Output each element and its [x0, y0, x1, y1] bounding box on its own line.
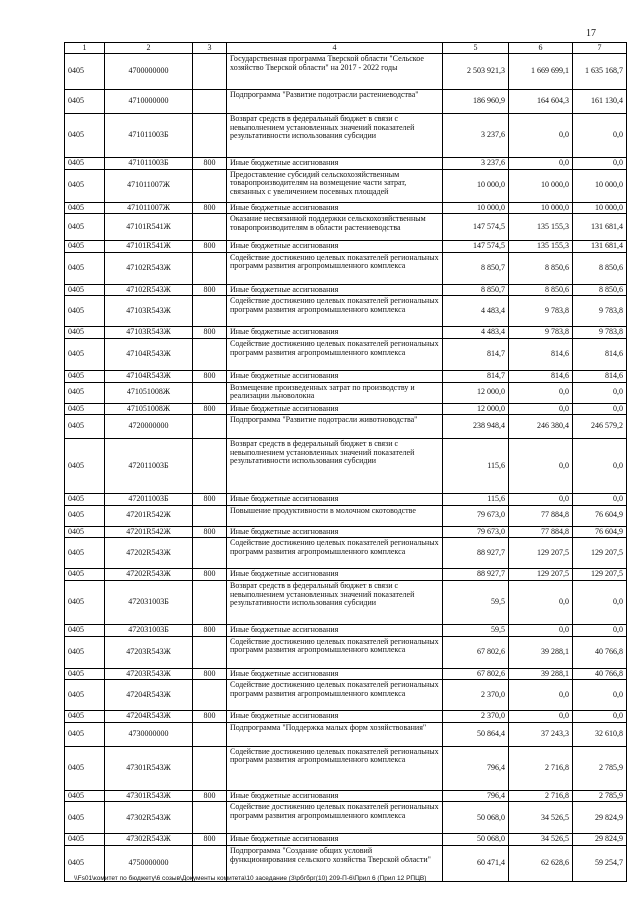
- amount-year-1: 60 471,4: [443, 845, 509, 881]
- expense-type-code: 800: [193, 834, 227, 846]
- amount-year-2: 77 884,8: [509, 526, 573, 538]
- amount-year-3: 131 681,4: [573, 214, 627, 241]
- expense-type-code: 800: [193, 241, 227, 253]
- amount-year-2: 62 628,6: [509, 845, 573, 881]
- table-row: [65, 802, 627, 834]
- item-name: Повышение продуктивности в молочном скотоводстве: [227, 505, 443, 526]
- table-row: [65, 403, 627, 415]
- item-name: Возврат средств в федеральный бюджет в связи с невыполнением установленных значений показателей результативности использования субсидии: [227, 439, 443, 494]
- item-name: Иные бюджетные ассигнования: [227, 494, 443, 506]
- target-article-code: 47201R542Ж: [105, 526, 193, 538]
- col-header-6: 6: [509, 43, 573, 54]
- item-name: Иные бюджетные ассигнования: [227, 569, 443, 581]
- section-code: 0405: [65, 624, 105, 636]
- amount-year-2: 0,0: [509, 158, 573, 170]
- table-row: [65, 494, 627, 506]
- item-name: Иные бюджетные ассигнования: [227, 668, 443, 680]
- amount-year-2: 0,0: [509, 711, 573, 723]
- amount-year-3: 2 785,9: [573, 790, 627, 802]
- section-code: 0405: [65, 746, 105, 790]
- table-row: [65, 158, 627, 170]
- amount-year-2: 164 604,3: [509, 90, 573, 114]
- target-article-code: 4720000000: [105, 415, 193, 439]
- amount-year-3: 40 766,8: [573, 636, 627, 668]
- target-article-code: 47301R543Ж: [105, 746, 193, 790]
- expense-type-code: 800: [193, 327, 227, 339]
- expense-type-code: [193, 90, 227, 114]
- item-name: Иные бюджетные ассигнования: [227, 711, 443, 723]
- target-article-code: 471051008Ж: [105, 382, 193, 403]
- amount-year-1: 50 068,0: [443, 834, 509, 846]
- item-name: Иные бюджетные ассигнования: [227, 526, 443, 538]
- amount-year-2: 34 526,5: [509, 802, 573, 834]
- table-row: [65, 382, 627, 403]
- amount-year-2: 0,0: [509, 624, 573, 636]
- amount-year-3: 10 000,0: [573, 202, 627, 214]
- expense-type-code: 800: [193, 202, 227, 214]
- table-row: [65, 538, 627, 569]
- amount-year-1: 12 000,0: [443, 382, 509, 403]
- amount-year-2: 2 716,8: [509, 746, 573, 790]
- expense-type-code: 800: [193, 790, 227, 802]
- amount-year-3: 246 579,2: [573, 415, 627, 439]
- item-name: Иные бюджетные ассигнования: [227, 327, 443, 339]
- amount-year-2: 34 526,5: [509, 834, 573, 846]
- page-number: 17: [586, 28, 596, 39]
- amount-year-1: 88 927,7: [443, 538, 509, 569]
- amount-year-2: 77 884,8: [509, 505, 573, 526]
- section-code: 0405: [65, 90, 105, 114]
- target-article-code: 471051008Ж: [105, 403, 193, 415]
- amount-year-2: 0,0: [509, 494, 573, 506]
- target-article-code: 47103R543Ж: [105, 296, 193, 327]
- budget-table: [64, 42, 627, 882]
- item-name: Иные бюджетные ассигнования: [227, 790, 443, 802]
- amount-year-1: 79 673,0: [443, 526, 509, 538]
- col-header-3: 3: [193, 43, 227, 54]
- expense-type-code: [193, 382, 227, 403]
- amount-year-1: 10 000,0: [443, 169, 509, 202]
- item-name: Возмещение произведенных затрат по производству и реализации льноволокна: [227, 382, 443, 403]
- amount-year-3: 2 785,9: [573, 746, 627, 790]
- section-code: 0405: [65, 327, 105, 339]
- target-article-code: 47101R541Ж: [105, 214, 193, 241]
- amount-year-1: 59,5: [443, 580, 509, 624]
- table-row: [65, 327, 627, 339]
- amount-year-2: 9 783,8: [509, 327, 573, 339]
- section-code: 0405: [65, 202, 105, 214]
- expense-type-code: 800: [193, 569, 227, 581]
- amount-year-2: 39 288,1: [509, 668, 573, 680]
- amount-year-3: 0,0: [573, 439, 627, 494]
- section-code: 0405: [65, 403, 105, 415]
- amount-year-2: 0,0: [509, 580, 573, 624]
- amount-year-3: 814,6: [573, 338, 627, 370]
- col-header-5: 5: [443, 43, 509, 54]
- amount-year-2: 0,0: [509, 382, 573, 403]
- table-row: [65, 624, 627, 636]
- section-code: 0405: [65, 538, 105, 569]
- amount-year-2: 1 669 699,1: [509, 54, 573, 90]
- amount-year-2: 0,0: [509, 403, 573, 415]
- table-row: [65, 284, 627, 296]
- section-code: 0405: [65, 722, 105, 746]
- table-row: [65, 505, 627, 526]
- table-row: [65, 834, 627, 846]
- expense-type-code: [193, 338, 227, 370]
- expense-type-code: [193, 722, 227, 746]
- amount-year-1: 814,7: [443, 338, 509, 370]
- amount-year-1: 147 574,5: [443, 214, 509, 241]
- expense-type-code: 800: [193, 284, 227, 296]
- target-article-code: 472031003Б: [105, 624, 193, 636]
- table-row: [65, 90, 627, 114]
- amount-year-1: 12 000,0: [443, 403, 509, 415]
- section-code: 0405: [65, 382, 105, 403]
- table-body: [65, 54, 627, 882]
- section-code: 0405: [65, 834, 105, 846]
- table-row: [65, 415, 627, 439]
- section-code: 0405: [65, 370, 105, 382]
- amount-year-1: 186 960,9: [443, 90, 509, 114]
- section-code: 0405: [65, 214, 105, 241]
- target-article-code: 47104R543Ж: [105, 338, 193, 370]
- table-row: [65, 711, 627, 723]
- col-header-7: 7: [573, 43, 627, 54]
- target-article-code: 47202R543Ж: [105, 538, 193, 569]
- col-header-2: 2: [105, 43, 193, 54]
- amount-year-3: 8 850,6: [573, 252, 627, 284]
- item-name: Подпрограмма "Создание общих условий функционирования сельского хозяйства Тверской области": [227, 845, 443, 881]
- section-code: 0405: [65, 569, 105, 581]
- section-code: 0405: [65, 284, 105, 296]
- amount-year-1: 67 802,6: [443, 636, 509, 668]
- expense-type-code: 800: [193, 158, 227, 170]
- file-path-footer: \\Fs01\комитет по бюджету\6 созыв\Документы комитета\10 заседание (3\рбгбрг(10) 209-П-6\Прил 6 (Прил 12 РПЦВ): [74, 875, 427, 882]
- amount-year-2: 129 207,5: [509, 538, 573, 569]
- item-name: Содействие достижению целевых показателей региональных программ развития агропромышленного комплекса: [227, 296, 443, 327]
- amount-year-1: 2 370,0: [443, 680, 509, 711]
- item-name: Иные бюджетные ассигнования: [227, 834, 443, 846]
- amount-year-3: 8 850,6: [573, 284, 627, 296]
- expense-type-code: [193, 169, 227, 202]
- section-code: 0405: [65, 802, 105, 834]
- table-row: [65, 169, 627, 202]
- table-row: [65, 580, 627, 624]
- target-article-code: 471011003Б: [105, 114, 193, 158]
- expense-type-code: [193, 252, 227, 284]
- target-article-code: 47301R543Ж: [105, 790, 193, 802]
- expense-type-code: 800: [193, 370, 227, 382]
- amount-year-1: 814,7: [443, 370, 509, 382]
- table-row: [65, 668, 627, 680]
- target-article-code: 4700000000: [105, 54, 193, 90]
- amount-year-2: 9 783,8: [509, 296, 573, 327]
- expense-type-code: [193, 538, 227, 569]
- amount-year-3: 0,0: [573, 114, 627, 158]
- amount-year-2: 8 850,6: [509, 252, 573, 284]
- section-code: 0405: [65, 338, 105, 370]
- amount-year-1: 4 483,4: [443, 327, 509, 339]
- amount-year-1: 796,4: [443, 790, 509, 802]
- section-code: 0405: [65, 526, 105, 538]
- target-article-code: 471011003Б: [105, 158, 193, 170]
- item-name: Иные бюджетные ассигнования: [227, 241, 443, 253]
- table-row: [65, 790, 627, 802]
- item-name: Иные бюджетные ассигнования: [227, 284, 443, 296]
- item-name: Подпрограмма "Поддержка малых форм хозяйствования": [227, 722, 443, 746]
- target-article-code: 471011007Ж: [105, 202, 193, 214]
- amount-year-2: 135 155,3: [509, 241, 573, 253]
- target-article-code: 47104R543Ж: [105, 370, 193, 382]
- target-article-code: 47302R543Ж: [105, 834, 193, 846]
- amount-year-1: 4 483,4: [443, 296, 509, 327]
- section-code: 0405: [65, 680, 105, 711]
- amount-year-2: 814,6: [509, 338, 573, 370]
- item-name: Возврат средств в федеральный бюджет в связи с невыполнением установленных значений показателей результативности использования субсидии: [227, 114, 443, 158]
- expense-type-code: [193, 636, 227, 668]
- item-name: Содействие достижению целевых показателей региональных программ развития агропромышленного комплекса: [227, 636, 443, 668]
- amount-year-3: 0,0: [573, 158, 627, 170]
- amount-year-3: 0,0: [573, 580, 627, 624]
- amount-year-1: 59,5: [443, 624, 509, 636]
- section-code: 0405: [65, 114, 105, 158]
- section-code: 0405: [65, 790, 105, 802]
- table-row: [65, 338, 627, 370]
- amount-year-3: 814,6: [573, 370, 627, 382]
- amount-year-2: 10 000,0: [509, 169, 573, 202]
- amount-year-1: 115,6: [443, 439, 509, 494]
- table-row: [65, 370, 627, 382]
- amount-year-1: 3 237,6: [443, 114, 509, 158]
- item-name: Иные бюджетные ассигнования: [227, 403, 443, 415]
- expense-type-code: [193, 580, 227, 624]
- amount-year-1: 796,4: [443, 746, 509, 790]
- amount-year-3: 0,0: [573, 624, 627, 636]
- amount-year-3: 59 254,7: [573, 845, 627, 881]
- section-code: 0405: [65, 54, 105, 90]
- table-row: [65, 439, 627, 494]
- table-row: [65, 722, 627, 746]
- item-name: Иные бюджетные ассигнования: [227, 158, 443, 170]
- section-code: 0405: [65, 668, 105, 680]
- amount-year-3: 161 130,4: [573, 90, 627, 114]
- expense-type-code: 800: [193, 668, 227, 680]
- expense-type-code: [193, 746, 227, 790]
- item-name: Содействие достижению целевых показателей региональных программ развития агропромышленного комплекса: [227, 252, 443, 284]
- amount-year-3: 0,0: [573, 382, 627, 403]
- table-row: [65, 526, 627, 538]
- table-row: [65, 54, 627, 90]
- amount-year-2: 0,0: [509, 439, 573, 494]
- amount-year-2: 10 000,0: [509, 202, 573, 214]
- item-name: Содействие достижению целевых показателей региональных программ развития агропромышленного комплекса: [227, 802, 443, 834]
- section-code: 0405: [65, 415, 105, 439]
- section-code: 0405: [65, 158, 105, 170]
- col-header-1: 1: [65, 43, 105, 54]
- amount-year-3: 29 824,9: [573, 834, 627, 846]
- amount-year-3: 0,0: [573, 494, 627, 506]
- expense-type-code: 800: [193, 494, 227, 506]
- amount-year-1: 50 864,4: [443, 722, 509, 746]
- expense-type-code: [193, 54, 227, 90]
- amount-year-2: 0,0: [509, 114, 573, 158]
- amount-year-1: 8 850,7: [443, 284, 509, 296]
- target-article-code: 4730000000: [105, 722, 193, 746]
- item-name: Предоставление субсидий сельскохозяйственным товаропроизводителям на возмещение части затрат, связанных с увеличением посевных площадей: [227, 169, 443, 202]
- amount-year-2: 39 288,1: [509, 636, 573, 668]
- item-name: Содействие достижению целевых показателей региональных программ развития агропромышленного комплекса: [227, 680, 443, 711]
- amount-year-3: 0,0: [573, 680, 627, 711]
- target-article-code: 4750000000: [105, 845, 193, 881]
- table-row: [65, 746, 627, 790]
- amount-year-1: 50 068,0: [443, 802, 509, 834]
- expense-type-code: 800: [193, 403, 227, 415]
- expense-type-code: [193, 505, 227, 526]
- amount-year-1: 147 574,5: [443, 241, 509, 253]
- target-article-code: 47101R541Ж: [105, 241, 193, 253]
- amount-year-1: 115,6: [443, 494, 509, 506]
- amount-year-1: 10 000,0: [443, 202, 509, 214]
- amount-year-2: 135 155,3: [509, 214, 573, 241]
- amount-year-2: 8 850,6: [509, 284, 573, 296]
- amount-year-2: 129 207,5: [509, 569, 573, 581]
- expense-type-code: 800: [193, 526, 227, 538]
- amount-year-3: 32 610,8: [573, 722, 627, 746]
- section-code: 0405: [65, 494, 105, 506]
- item-name: Содействие достижению целевых показателей региональных программ развития агропромышленного комплекса: [227, 538, 443, 569]
- item-name: Содействие достижению целевых показателей региональных программ развития агропромышленного комплекса: [227, 338, 443, 370]
- amount-year-3: 76 604,9: [573, 526, 627, 538]
- table-row: [65, 296, 627, 327]
- item-name: Оказание несвязанной поддержки сельскохозяйственным товаропроизводителям в области растениеводства: [227, 214, 443, 241]
- amount-year-1: 88 927,7: [443, 569, 509, 581]
- target-article-code: 472011003Б: [105, 494, 193, 506]
- target-article-code: 47103R543Ж: [105, 327, 193, 339]
- amount-year-3: 40 766,8: [573, 668, 627, 680]
- target-article-code: 47201R542Ж: [105, 505, 193, 526]
- expense-type-code: [193, 802, 227, 834]
- target-article-code: 472011003Б: [105, 439, 193, 494]
- target-article-code: 471011007Ж: [105, 169, 193, 202]
- table-row: [65, 214, 627, 241]
- item-name: Возврат средств в федеральный бюджет в связи с невыполнением установленных значений показателей результативности использования субсидии: [227, 580, 443, 624]
- item-name: Содействие достижению целевых показателей региональных программ развития агропромышленного комплекса: [227, 746, 443, 790]
- target-article-code: 47102R543Ж: [105, 284, 193, 296]
- amount-year-3: 0,0: [573, 711, 627, 723]
- amount-year-3: 29 824,9: [573, 802, 627, 834]
- item-name: Государственная программа Тверской области "Сельское хозяйство Тверской области" на 2017 - 2022 годы: [227, 54, 443, 90]
- expense-type-code: [193, 439, 227, 494]
- amount-year-2: 37 243,3: [509, 722, 573, 746]
- amount-year-3: 9 783,8: [573, 296, 627, 327]
- section-code: 0405: [65, 241, 105, 253]
- amount-year-1: 2 503 921,3: [443, 54, 509, 90]
- amount-year-1: 79 673,0: [443, 505, 509, 526]
- col-header-4: 4: [227, 43, 443, 54]
- amount-year-3: 9 783,8: [573, 327, 627, 339]
- section-code: 0405: [65, 505, 105, 526]
- target-article-code: 47203R543Ж: [105, 668, 193, 680]
- target-article-code: 47302R543Ж: [105, 802, 193, 834]
- target-article-code: 4710000000: [105, 90, 193, 114]
- expense-type-code: [193, 114, 227, 158]
- section-code: 0405: [65, 439, 105, 494]
- amount-year-2: 0,0: [509, 680, 573, 711]
- expense-type-code: [193, 296, 227, 327]
- amount-year-3: 76 604,9: [573, 505, 627, 526]
- item-name: Иные бюджетные ассигнования: [227, 370, 443, 382]
- expense-type-code: 800: [193, 624, 227, 636]
- item-name: Подпрограмма "Развитие подотрасли растениеводства": [227, 90, 443, 114]
- amount-year-2: 814,6: [509, 370, 573, 382]
- section-code: 0405: [65, 845, 105, 881]
- item-name: Подпрограмма "Развитие подотрасли животноводства": [227, 415, 443, 439]
- section-code: 0405: [65, 636, 105, 668]
- header-row: [65, 43, 627, 54]
- amount-year-1: 67 802,6: [443, 668, 509, 680]
- table-row: [65, 114, 627, 158]
- amount-year-1: 238 948,4: [443, 415, 509, 439]
- target-article-code: 47204R543Ж: [105, 711, 193, 723]
- target-article-code: 47204R543Ж: [105, 680, 193, 711]
- amount-year-3: 0,0: [573, 403, 627, 415]
- section-code: 0405: [65, 580, 105, 624]
- target-article-code: 472031003Б: [105, 580, 193, 624]
- target-article-code: 47102R543Ж: [105, 252, 193, 284]
- section-code: 0405: [65, 296, 105, 327]
- amount-year-1: 3 237,6: [443, 158, 509, 170]
- table-row: [65, 252, 627, 284]
- expense-type-code: 800: [193, 711, 227, 723]
- expense-type-code: [193, 680, 227, 711]
- amount-year-3: 10 000,0: [573, 169, 627, 202]
- amount-year-2: 2 716,8: [509, 790, 573, 802]
- table-row: [65, 680, 627, 711]
- table-row: [65, 636, 627, 668]
- target-article-code: 47203R543Ж: [105, 636, 193, 668]
- section-code: 0405: [65, 711, 105, 723]
- amount-year-3: 129 207,5: [573, 569, 627, 581]
- amount-year-1: 2 370,0: [443, 711, 509, 723]
- amount-year-3: 129 207,5: [573, 538, 627, 569]
- table-row: [65, 202, 627, 214]
- target-article-code: 47202R543Ж: [105, 569, 193, 581]
- table-row: [65, 241, 627, 253]
- table-row: [65, 569, 627, 581]
- expense-type-code: [193, 214, 227, 241]
- item-name: Иные бюджетные ассигнования: [227, 624, 443, 636]
- section-code: 0405: [65, 169, 105, 202]
- amount-year-3: 131 681,4: [573, 241, 627, 253]
- amount-year-1: 8 850,7: [443, 252, 509, 284]
- amount-year-2: 246 380,4: [509, 415, 573, 439]
- amount-year-3: 1 635 168,7: [573, 54, 627, 90]
- section-code: 0405: [65, 252, 105, 284]
- item-name: Иные бюджетные ассигнования: [227, 202, 443, 214]
- expense-type-code: [193, 415, 227, 439]
